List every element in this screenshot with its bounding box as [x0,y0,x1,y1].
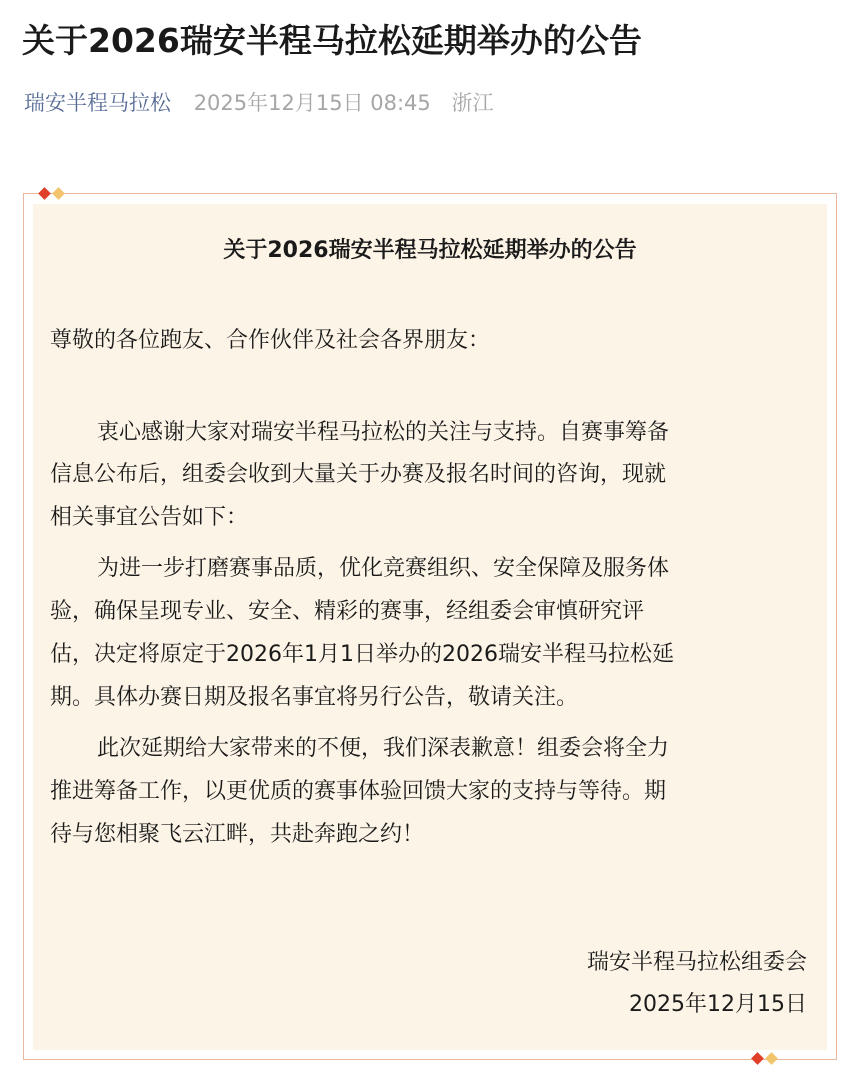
notice-salutation: 尊敬的各位跑友、合作伙伴及社会各界朋友： [50,328,491,353]
notice-panel [33,204,827,1050]
notice-heading: 关于2026瑞安半程马拉松延期举办的公告 [223,238,637,263]
notice-body-line: 待与您相聚飞云江畔，共赴奔跑之约！ [50,822,425,847]
signature-date: 2025年12月15日 [629,992,807,1017]
notice-body-line: 相关事宜公告如下： [50,505,249,530]
notice-body-line: 期。具体办赛日期及报名事宜将另行公告，敬请关注。 [50,685,579,710]
notice-body-line: 推进筹备工作，以更优质的赛事体验回馈大家的支持与等待。期 [50,779,667,804]
notice-body-line: 验，确保呈现专业、安全、精彩的赛事，经组委会审慎研究评 [50,599,645,624]
account-name-link[interactable]: 瑞安半程马拉松 [24,91,171,115]
notice-body-line: 衷心感谢大家对瑞安半程马拉松的关注与支持。自赛事筹备 [97,420,670,445]
article-meta [24,88,493,118]
signature-organization: 瑞安半程马拉松组委会 [586,950,807,975]
notice-body-line: 为进一步打磨赛事品质，优化竞赛组织、安全保障及服务体 [97,556,670,581]
notice-body-line: 此次延期给大家带来的不便，我们深表歉意！组委会将全力 [97,736,670,761]
notice-body-line: 估，决定将原定于2026年1月1日举办的2026瑞安半程马拉松延 [50,642,674,667]
page-title: 关于2026瑞安半程马拉松延期举办的公告 [22,21,642,60]
notice-body-line: 信息公布后，组委会收到大量关于办赛及报名时间的咨询，现就 [50,462,667,487]
location-label: 浙江 [451,91,494,115]
publish-time: 2025年12月15日 08:45 [193,91,431,115]
